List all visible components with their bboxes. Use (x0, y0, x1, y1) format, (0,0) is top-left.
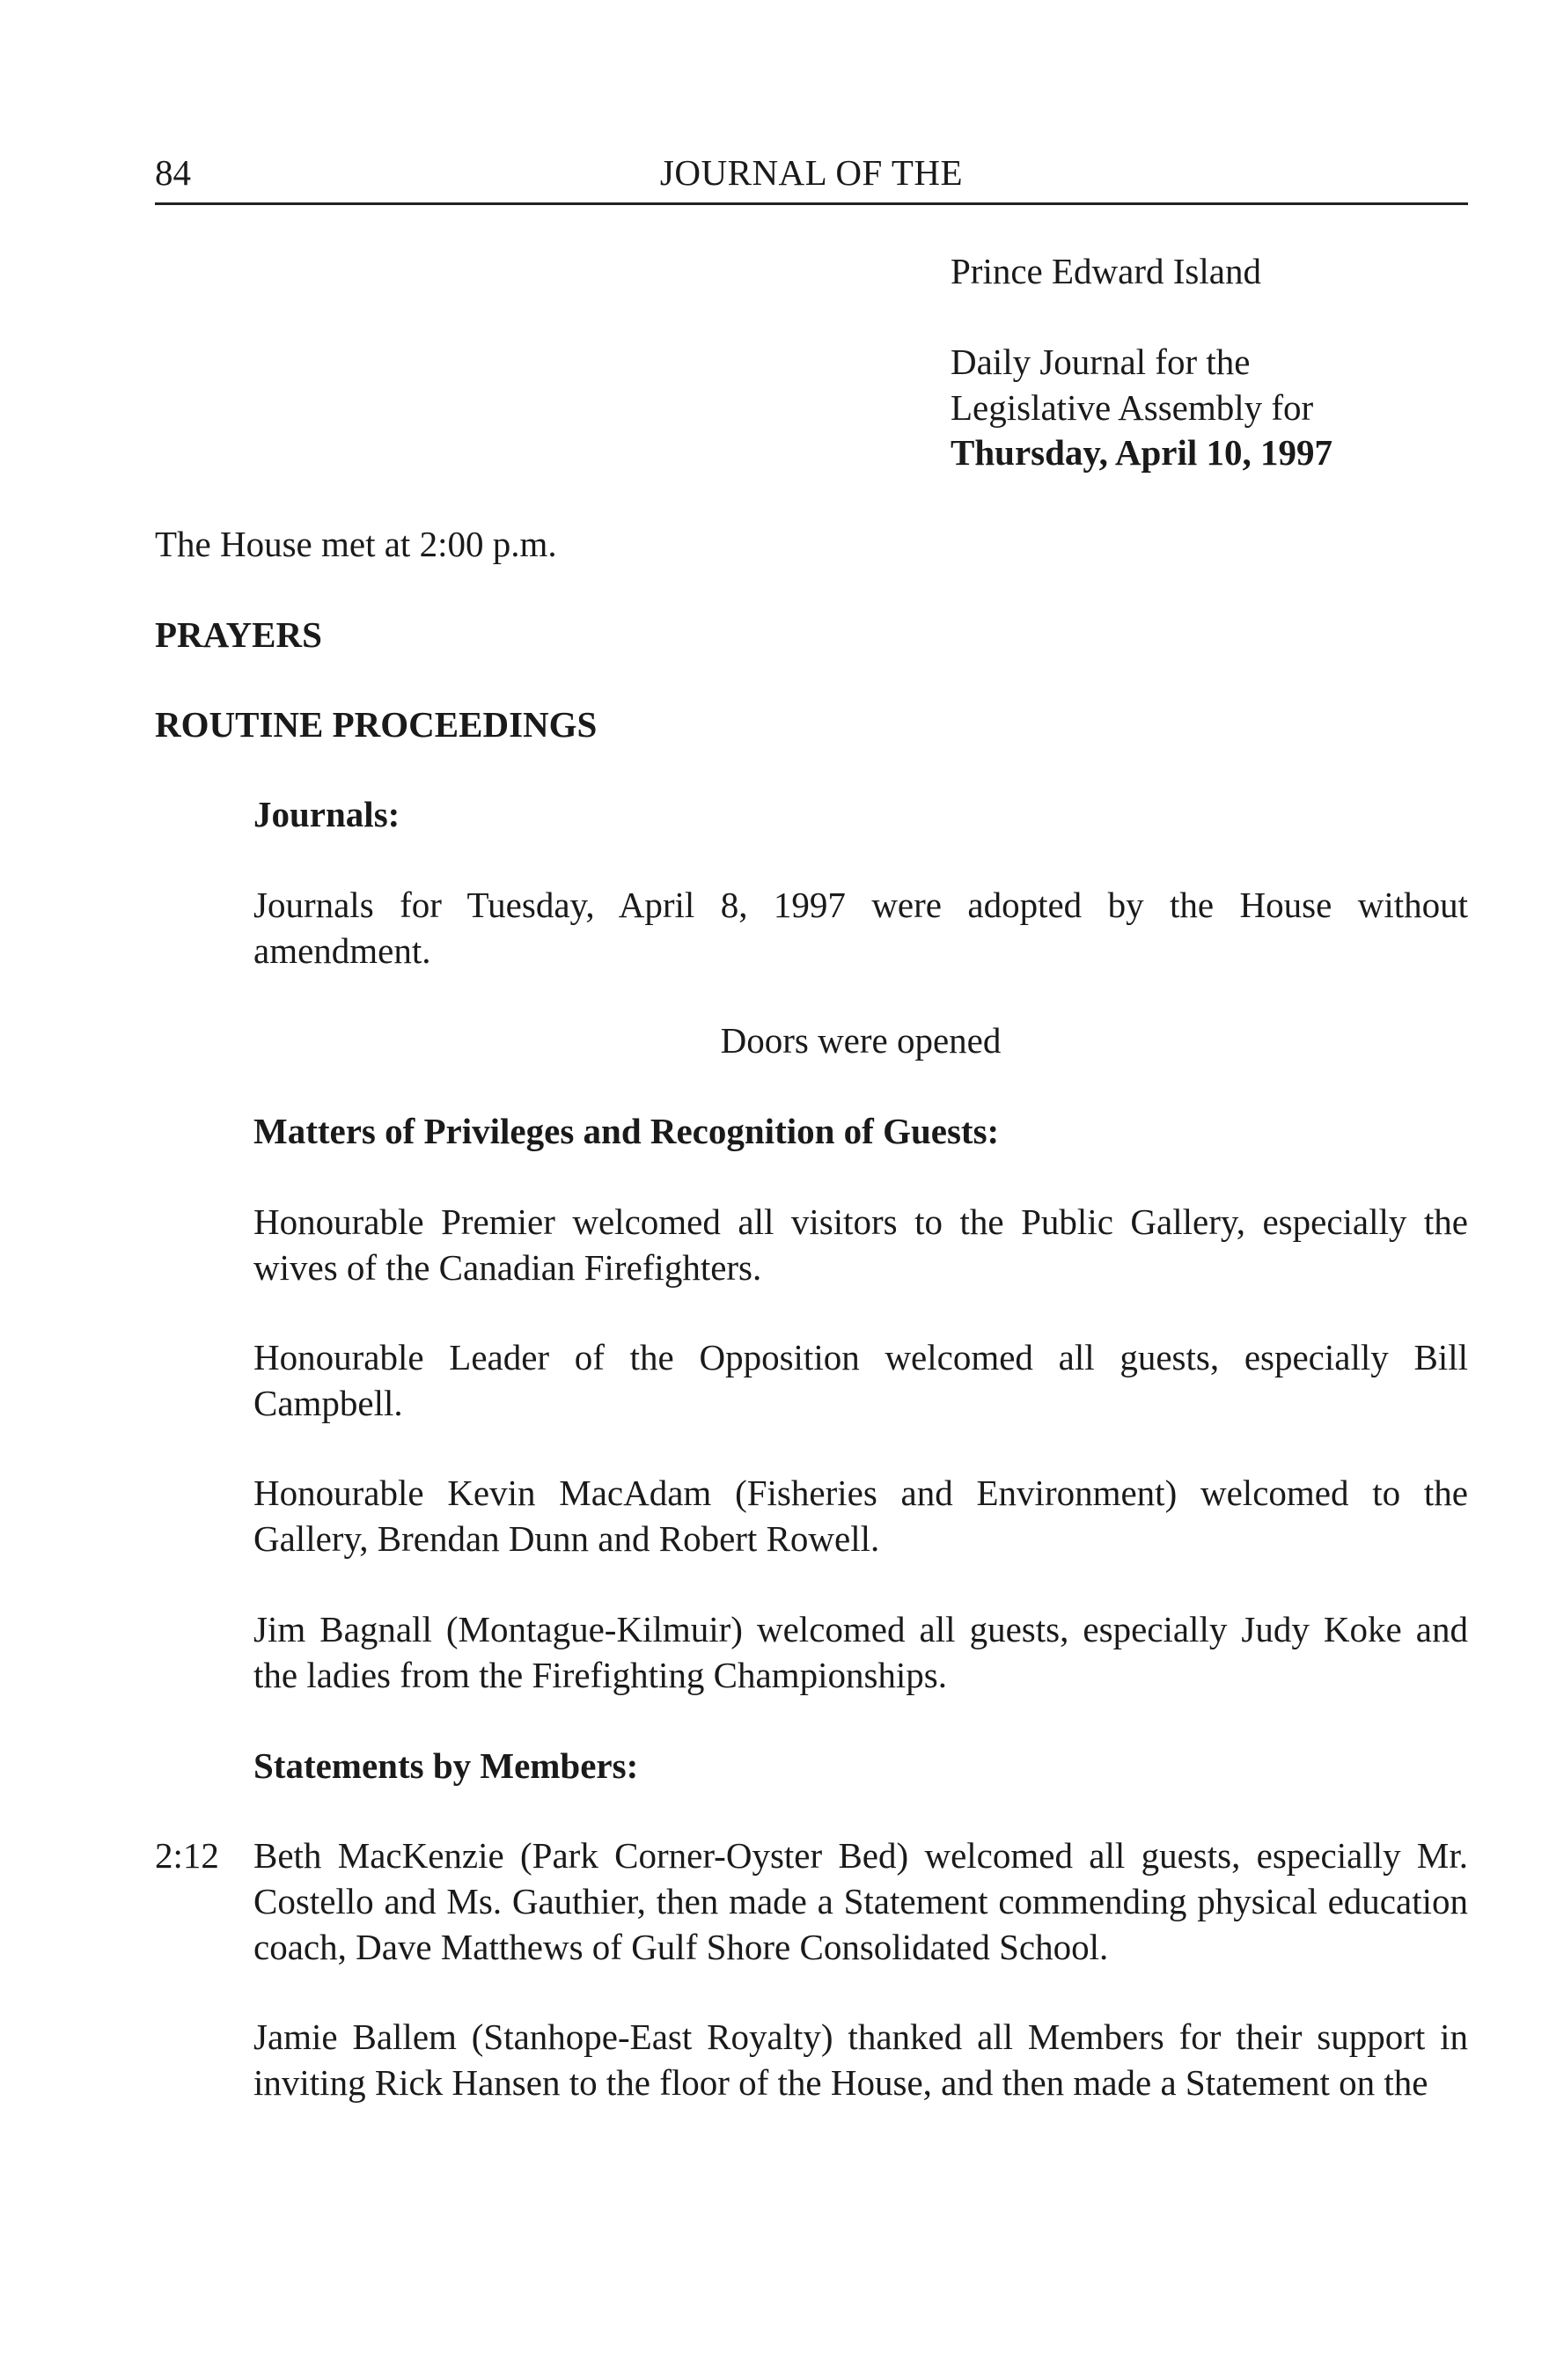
statement-paragraph: Jamie Ballem (Stanhope-East Royalty) thanked all Members for their support in inviting Rick Hansen to the floor of the House, and then made a Statement on the (253, 2016, 1468, 2103)
province-name: Prince Edward Island (951, 251, 1261, 291)
privileges-paragraph: Honourable Leader of the Opposition welcomed all guests, especially Bill Campbell. (253, 1337, 1468, 1423)
privileges-heading: Matters of Privileges and Recognition of Guests: (253, 1111, 1000, 1151)
privileges-paragraph: Honourable Premier welcomed all visitors to the Public Gallery, especially the wives of the Canadian Firefighters. (253, 1201, 1468, 1288)
journals-text: Journals for Tuesday, April 8, 1997 were adopted by the House without amendment. (253, 885, 1468, 971)
statements-heading: Statements by Members: (253, 1745, 639, 1786)
page-header (155, 150, 1468, 202)
routine-proceedings-heading: ROUTINE PROCEEDINGS (155, 704, 598, 745)
prayers-heading: PRAYERS (155, 614, 322, 655)
statement-paragraph: Beth MacKenzie (Park Corner-Oyster Bed) welcomed all guests, especially Mr. Costello and Ms. Gauthier, then made a Statement commending physical education coach, Dave Matthews of Gulf Shore Consolidated School. (253, 1835, 1468, 1967)
page-number: 84 (155, 152, 191, 193)
running-title: JOURNAL OF THE (659, 152, 964, 193)
journals-heading: Journals: (253, 794, 400, 834)
header-rule (155, 202, 1468, 205)
privileges-paragraph: Honourable Kevin MacAdam (Fisheries and Environment) welcomed to the Gallery, Brendan Dunn and Robert Rowell. (253, 1473, 1468, 1559)
doors-opened-text: Doors were opened (720, 1020, 1002, 1061)
sitting-date: Thursday, April 10, 1997 (951, 432, 1333, 473)
title-line-1: Daily Journal for the (951, 342, 1251, 382)
privileges-paragraph: Jim Bagnall (Montague-Kilmuir) welcomed all guests, especially Judy Koke and the ladies from the Firefighting Championships. (253, 1609, 1468, 1695)
title-line-2: Legislative Assembly for (951, 387, 1314, 428)
house-met-text: The House met at 2:00 p.m. (155, 524, 557, 564)
time-stamp: 2:12 (155, 1835, 219, 1876)
